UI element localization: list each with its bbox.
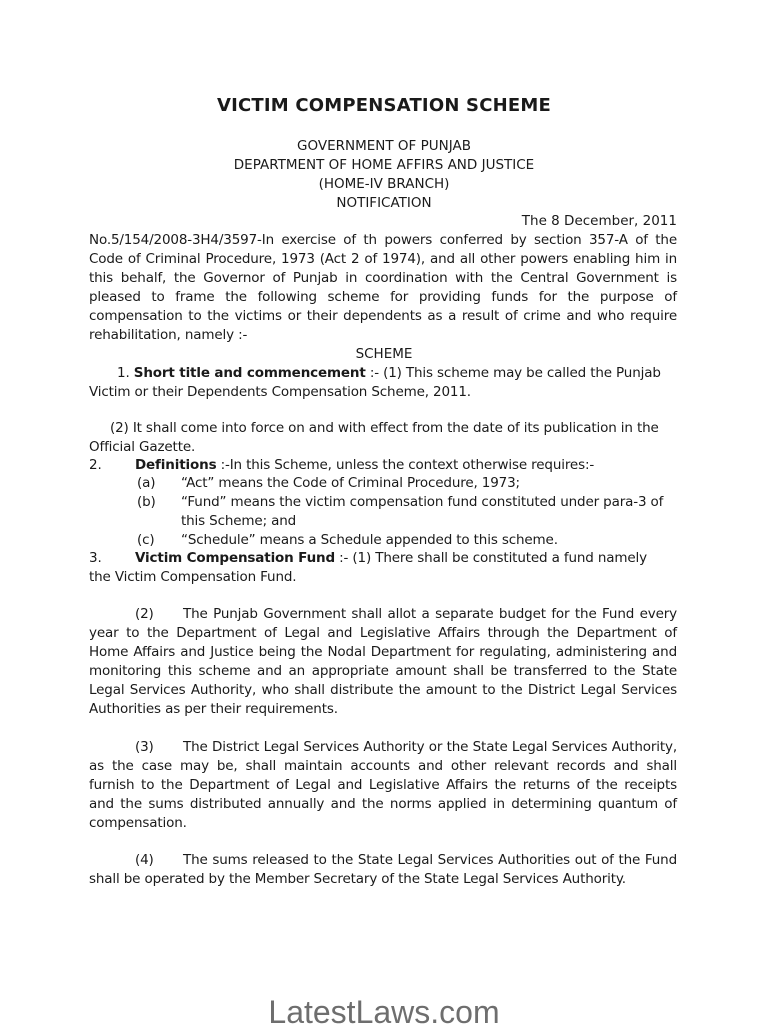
section-number: 2. bbox=[89, 457, 102, 473]
definition-text: “Schedule” means a Schedule appended to this scheme. bbox=[181, 532, 558, 548]
paragraph-line: and the sums distributed annually and the norms applied in determining quantum of bbox=[89, 796, 677, 812]
paragraph-label: (3) bbox=[135, 739, 154, 755]
paragraph-line: The Punjab Government shall allot a separate budget for the Fund every bbox=[183, 606, 677, 622]
paragraph-label: (2) bbox=[135, 606, 154, 622]
paragraph-line: as the case may be, shall maintain accounts and other relevant records and shall bbox=[89, 758, 677, 774]
section-3-line bbox=[135, 549, 647, 568]
section-number: 1. bbox=[117, 365, 130, 381]
paragraph-label: (4) bbox=[135, 852, 154, 868]
document-title: VICTIM COMPENSATION SCHEME bbox=[216, 95, 552, 116]
header-branch: (HOME-IV BRANCH) bbox=[318, 176, 450, 192]
paragraph-line: year to the Department of Legal and Legislative Affairs through the Department of bbox=[89, 625, 677, 641]
scheme-heading: SCHEME bbox=[355, 346, 413, 362]
header-government: GOVERNMENT OF PUNJAB bbox=[297, 138, 471, 154]
notification-date: The 8 December, 2011 bbox=[521, 213, 677, 229]
section-1-para-2: (2) It shall come into force on and with effect from the date of its publication in the bbox=[110, 420, 659, 436]
paragraph-line: monitoring this scheme and an appropriate amount shall be transferred to the State bbox=[89, 663, 677, 679]
section-1-line bbox=[117, 364, 661, 383]
header-department: DEPARTMENT OF HOME AFFIRS AND JUSTICE bbox=[233, 157, 535, 173]
section-heading: Victim Compensation Fund bbox=[135, 550, 336, 566]
section-heading: Short title and commencement bbox=[133, 365, 366, 381]
section-text: :- (1) There shall be constituted a fund namely bbox=[335, 550, 647, 566]
paragraph-line: Authorities as per their requirements. bbox=[89, 701, 338, 717]
definition-label: (c) bbox=[137, 532, 155, 548]
section-1-para-2: Official Gazette. bbox=[89, 439, 196, 455]
preamble-line: Code of Criminal Procedure, 1973 (Act 2 of 1974), and all other powers enabling him in bbox=[89, 251, 677, 267]
preamble-line: pleased to frame the following scheme for providing funds for the purpose of bbox=[89, 289, 677, 305]
definition-text: “Fund” means the victim compensation fund constituted under para-3 of bbox=[181, 494, 664, 510]
preamble-line: this behalf, the Governor of Punjab in coordination with the Central Government is bbox=[89, 270, 677, 286]
preamble-line: rehabilitation, namely :- bbox=[89, 327, 248, 343]
definition-text: this Scheme; and bbox=[181, 513, 297, 529]
paragraph-line: shall be operated by the Member Secretary of the State Legal Services Authority. bbox=[89, 871, 626, 887]
section-text: :- (1) This scheme may be called the Punjab bbox=[365, 365, 661, 381]
paragraph-line: compensation. bbox=[89, 815, 187, 831]
section-2-line bbox=[135, 456, 594, 475]
section-1-text: Victim or their Dependents Compensation Scheme, 2011. bbox=[89, 384, 471, 400]
section-text: :-In this Scheme, unless the context otherwise requires:- bbox=[216, 457, 595, 473]
definition-text: “Act” means the Code of Criminal Procedure, 1973; bbox=[181, 475, 520, 491]
section-number: 3. bbox=[89, 550, 102, 566]
definition-label: (a) bbox=[137, 475, 156, 491]
site-watermark: LatestLaws.com bbox=[268, 994, 500, 1030]
paragraph-line: Home Affairs and Justice being the Nodal Department for regulating, administering and bbox=[89, 644, 677, 660]
paragraph-line: The District Legal Services Authority or the State Legal Services Authority, bbox=[183, 739, 677, 755]
paragraph-line: Legal Services Authority, who shall distribute the amount to the District Legal Services bbox=[89, 682, 677, 698]
section-3-text: the Victim Compensation Fund. bbox=[89, 569, 297, 585]
header-notification: NOTIFICATION bbox=[336, 195, 432, 211]
preamble-line: No.5/154/2008-3H4/3597-In exercise of th powers conferred by section 357-A of the bbox=[89, 232, 677, 248]
paragraph-line: The sums released to the State Legal Services Authorities out of the Fund bbox=[183, 852, 677, 868]
preamble-line: compensation to the victims or their dependents as a result of crime and who require bbox=[89, 308, 677, 324]
paragraph-line: furnish to the Department of Legal and Legislative Affairs the returns of the receipts bbox=[89, 777, 677, 793]
section-heading: Definitions bbox=[135, 457, 217, 473]
definition-label: (b) bbox=[137, 494, 156, 510]
